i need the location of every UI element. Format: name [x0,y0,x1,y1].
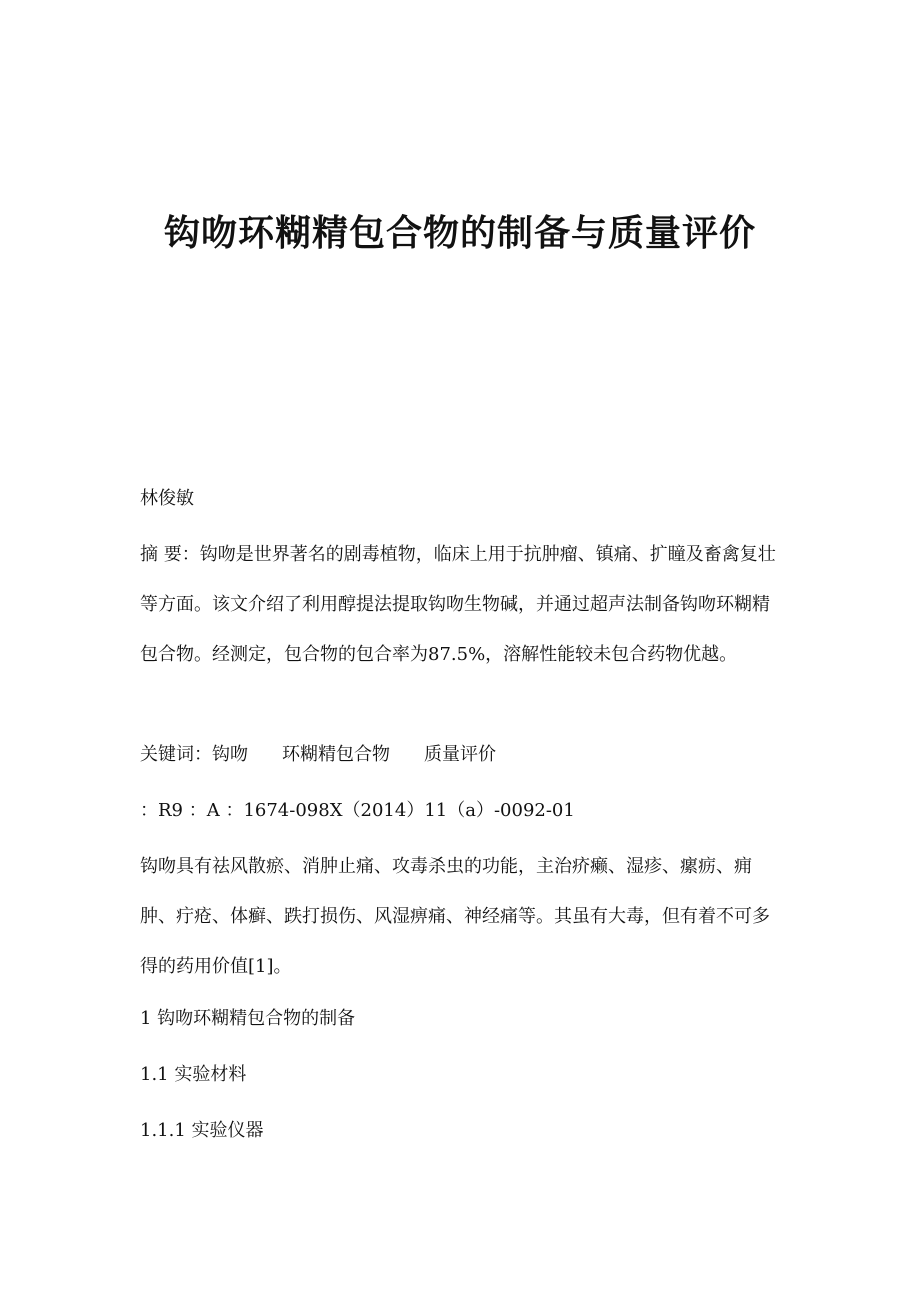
section-heading-1-1: 1.1 实验材料 [140,1064,247,1085]
keyword-item: 钩吻 [212,744,248,765]
keyword-item: 质量评价 [424,744,496,765]
abstract-paragraph [140,530,780,680]
section-heading-1: 1 钩吻环糊精包合物的制备 [140,1008,356,1029]
classification-line: ：R9 ：A ：1674-098X（2014）11（a）-0092-01 [140,800,575,821]
keywords-label: 关键词： [140,744,212,765]
intro-paragraph: 钩吻具有祛风散瘀、消肿止痛、攻毒杀虫的功能，主治疥癞、湿疹、瘰疬、痈肿、疔疮、体癣、跌打损伤、风湿痹痛、神经痛等。其虽有大毒，但有着不可多得的药用价值[1]。 [140,856,770,977]
abstract-text: 钩吻是世界著名的剧毒植物，临床上用于抗肿瘤、镇痛、扩瞳及畜禽复壮等方面。该文介绍了利用醇提法提取钩吻生物碱，并通过超声法制备钩吻环糊精包合物。经测定，包合物的包合率为87.5%，溶解性能较未包合药物优越。 [140,544,776,665]
author-name: 林俊敏 [140,488,194,509]
section-heading-1-1-1: 1.1.1 实验仪器 [140,1120,264,1141]
keyword-item: 环糊精包合物 [282,744,390,765]
keywords-line [140,743,496,767]
paper-title: 钩吻环糊精包合物的制备与质量评价 [163,212,756,254]
abstract-label: 摘 要： [140,544,200,565]
